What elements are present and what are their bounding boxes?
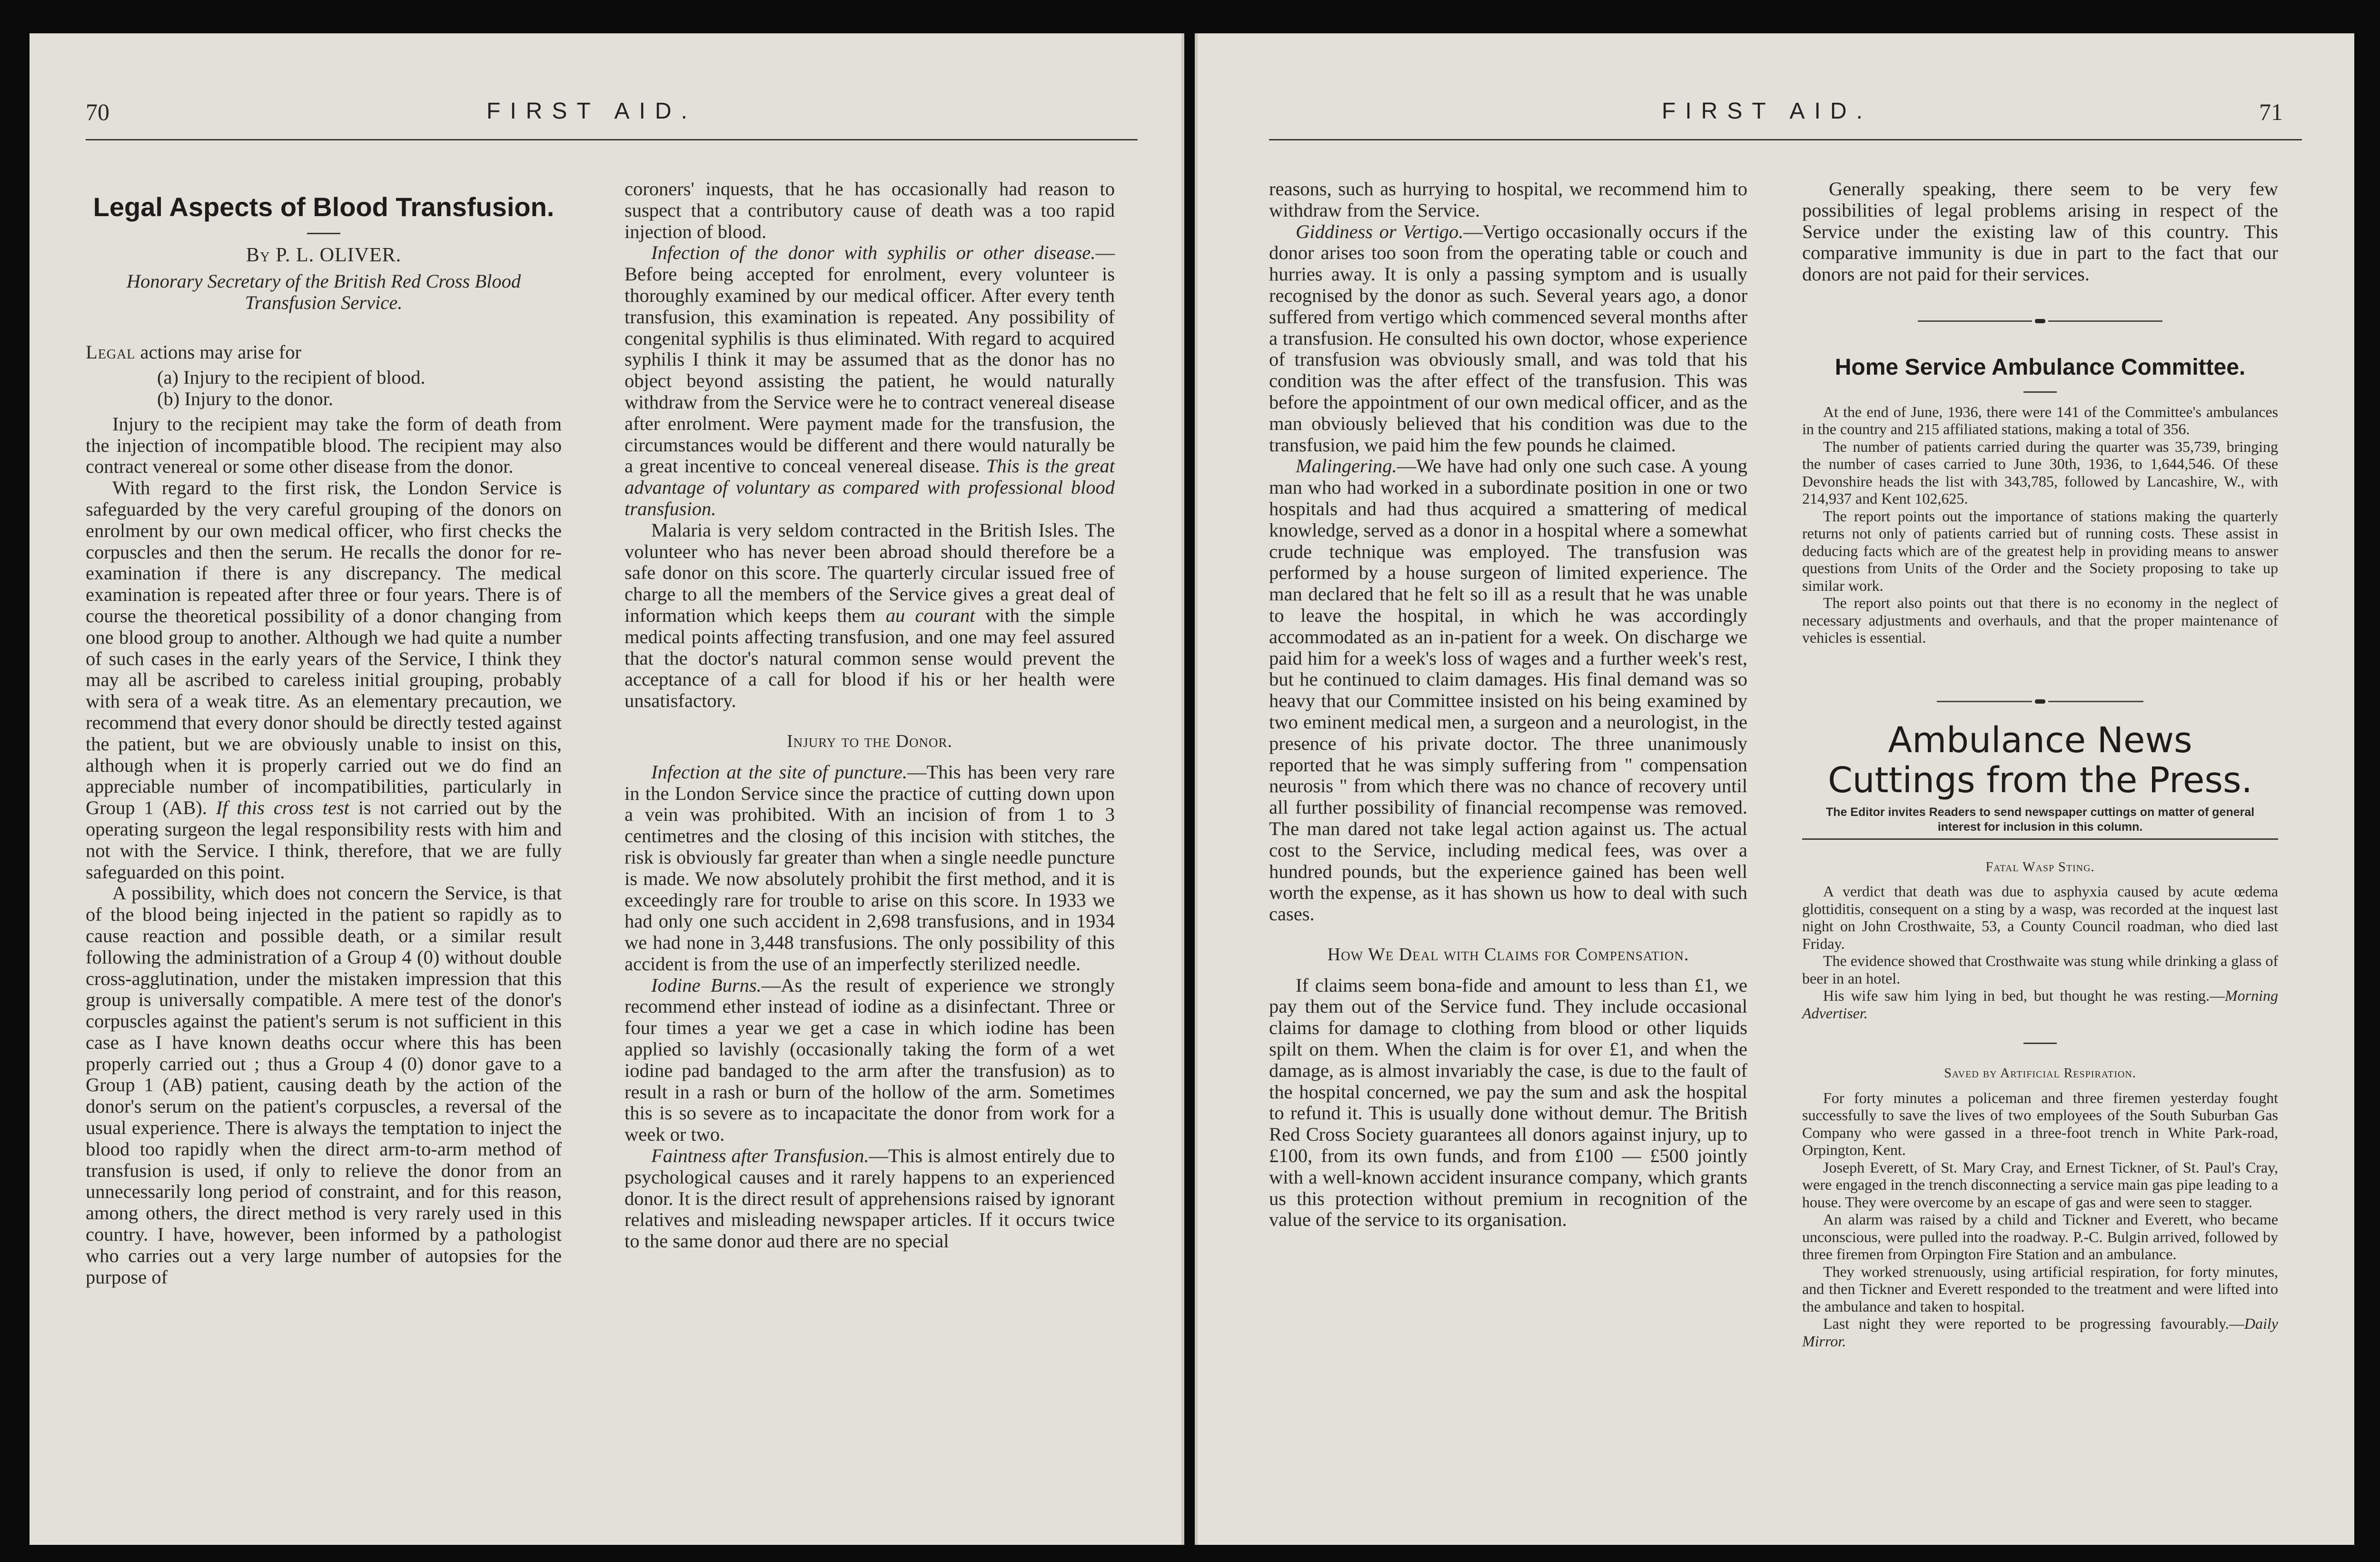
paragraph: Malaria is very seldom contracted in the British Isles. The volunteer who has never been abroad should therefore be a safe donor on this score. The quarterly circular issued free of charge to all the members of the Service gives a great deal of information which keeps them au courant with the simple medical points affecting transfusion, and one may feel assured that the doctor's natural common sense would prevent the acceptance of a call for blood if his or her health were unsatisfactory. bbox=[625, 519, 1115, 712]
paragraph: Giddiness or Vertigo.—Vertigo occasionally occurs if the donor arises too soon from the operating table or couch and hurries away. It is only a passing symptom and is usually recognised by the donor as such. Several years ago, a donor suffered from vertigo which commenced several months after a transfusion. He consulted his own doctor, whose experience of transfusion was obviously small, and was told that his condition was the after effect of the transfusion. This was before the appointment of our own medical officer, and as the man obviously believed that his condition was due to the transfusion, we paid him the few pounds he claimed. bbox=[1269, 220, 1747, 456]
right-page-number: 71 bbox=[2259, 99, 2283, 125]
paragraph: Faintness after Transfusion.—This is almost entirely due to psychological causes and it rarely happens to an experienced donor. It is the direct result of apprehensions raised by ignorant relatives and misleading newspaper articles. If it occurs twice to the same donor aud there are no special bbox=[625, 1145, 1115, 1252]
left-column-2 bbox=[625, 179, 1115, 1252]
article-title: Legal Aspects of Blood Transfusion. bbox=[93, 192, 555, 222]
left-running-title: FIRST AID. bbox=[486, 99, 697, 124]
news-rule bbox=[1802, 838, 2278, 840]
intro-lead: Legal bbox=[86, 341, 136, 363]
section-ornament bbox=[1802, 689, 2278, 711]
item-a: (a) Injury to the recipient of blood. bbox=[157, 367, 426, 388]
news-item-respiration: Saved by Artificial Respiration. For forty minutes a policeman and three firemen yesterday fought successfully to save the lives of two employees of the South Suburban Gas Company who were gassed in a three-foot trench in White Park-road, Orpington, Kent. Joseph Everett, of St. Mary Cray, and Ernest Tickner, of St. Paul's Cray, were engaged in the trench disconnecting a service main gas pipe leading to a house. They were overcome by an escape of gas and were seen to stagger. An alarm was raised by a child and Tickner and Everett, who became unconscious, were pulled into the roadway. P.-C. Bulgin arrived, followed by three firemen from Orpington Fire Station and an ambulance. They worked strenuously, using artificial respiration, for forty minutes, and then Tickner and Everett responded to the treatment and were lifted into the ambulance and taken to hospital. Last night they were reported to be progressing favourably.—Daily Mirror. bbox=[1802, 1066, 2278, 1350]
paragraph: Infection of the donor with syphilis or other disease.—Before being accepted for enrolment, every volunteer is thoroughly examined by our medical officer. After every tenth transfusion, this examination is repeated. Any possibility of congenital syphilis is thus eliminated. With regard to acquired syphilis I think it may be assumed that as the donor has no object beyond assisting the patient, he would naturally withdraw from the Service were he to contract venereal disease after enrolment. Were payment made for the transfusion, the circumstances would be different and there would naturally be a great incentive to conceal venereal disease. This is the great advantage of voluntary as compared with professional blood transfusion. bbox=[625, 242, 1115, 519]
right-column-1 bbox=[1269, 179, 1747, 1231]
news-separator bbox=[2023, 1043, 2057, 1044]
paragraph: Injury to the recipient may take the form of death from the injection of incompatible blood. The recipient may also contract venereal or some other disease from the donor. bbox=[86, 413, 562, 478]
news-item-wasp: Fatal Wasp Sting. A verdict that death was due to asphyxia caused by acute œdema glottiditis, consequent on a sting by a wasp, was recorded at the inquest last night on John Crosthwaite, 53, a County Council roadman, who died last Friday. The evidence showed that Crosthwaite was stung while drinking a glass of beer in an hotel. His wife saw him lying in bed, but thought he was resting.—Morning Advertiser. bbox=[1802, 859, 2278, 1022]
paragraph: A possibility, which does not concern the Service, is that of the blood being injected in the patient so rapidly as to cause reaction and possible death, or a similar result following the administration of a Group 4 (0) without double cross-agglutination, under the mistaken impression that this group is universally compatible. A mere test of the donor's corpuscles against the patient's serum is not sufficient in this case as I have known deaths occur where this has been properly carried out ; thus a Group 4 (0) donor gave to a Group 1 (AB) patient, causing death by the action of the donor's serum on the patient's corpuscles, a reversal of the usual experience. There is always the temptation to inject the blood too rapidly when the direct arm-to-arm method of transfusion is used, if only to relieve the donor from an unnecessarily long period of constraint, and for this reason, among others, the direct method is very rarely used in this country. I have, however, been informed by a pathologist who carries out a very large number of autopsies for the purpose of bbox=[86, 882, 562, 1288]
paragraph: coroners' inquests, that he has occasionally had reason to suspect that a contributory cause of death was a too rapid injection of blood. bbox=[625, 178, 1115, 242]
left-running-head bbox=[30, 98, 1181, 136]
news-heading: Saved by Artificial Respiration. bbox=[1944, 1066, 2136, 1081]
right-running-title: FIRST AID. bbox=[1662, 99, 1872, 124]
paragraph: Generally speaking, there seem to be very few possibilities of legal problems arising in respect of the Service under the existing law of this country. This comparative immunity is due in part to the fact that our donors are not paid for their services. bbox=[1802, 178, 2278, 285]
intro-text: actions may arise for bbox=[135, 341, 302, 363]
right-page bbox=[1195, 33, 2354, 1545]
item-b: (b) Injury to the donor. bbox=[157, 388, 334, 409]
paragraph: If claims seem bona-fide and amount to less than £1, we pay them out of the Service fund. They include occasional claims for damage to clothing from blood or other liquids spilt on them. When the claim is for over £1, and when the damage, as is almost invariably the case, is due to the fault of the hospital concerned, we pay the sum and ask the hospital to refund it. This is usually done without demur. The British Red Cross Society guarantees all donors against injury, up to £100, from its own funds, and from £100 — £500 jointly with a well-known accident insurance company, which grants us this protection without premium in recognition of the value of the service to its organisation. bbox=[1269, 974, 1747, 1231]
paragraph: reasons, such as hurrying to hospital, we recommend him to withdraw from the Service. bbox=[1269, 178, 1747, 221]
title-rule bbox=[307, 233, 340, 234]
left-page-number: 70 bbox=[86, 99, 109, 125]
paragraph: Iodine Burns.—As the result of experience we strongly recommend ether instead of iodine as a disinfectant. Three or four times a year we get a case in which iodine has been applied so lavishly (occasionally taking the form of a wet iodine pad bandaged to the arm after the transfusion) as to result in a rash or burn of the hollow of the arm. Sometimes this is so severe as to incapacitate the donor from work for a week or two. bbox=[625, 974, 1115, 1145]
subheading: How We Deal with Claims for Compensation. bbox=[1327, 944, 1689, 965]
home-service-title: Home Service Ambulance Committee. bbox=[1835, 354, 2246, 380]
section-ornament bbox=[1802, 309, 2278, 330]
subheading: Injury to the Donor. bbox=[786, 731, 953, 751]
byline: By P. L. OLIVER. bbox=[246, 244, 402, 266]
news-source: Daily Mirror. bbox=[1802, 1315, 2278, 1350]
paragraph: With regard to the first risk, the London Service is safeguarded by the very careful grouping of the donors on enrolment by our own medical officer, who first checks the corpuscles and then the serum. He recalls the donor for re-examination if there is any discrepancy. The medical examination is repeated after three or four years. There is of course the theoretical possibility of a donor changing from one blood group to another. Although we had quite a number of such cases in the early years of the Service, I think they may all be ascribed to careless initial grouping, probably with sera of a weak titre. As an elementary precaution, we recommend that every donor should be directly tested against the patient, but we are obviously unable to insist on this, although when it is properly carried out we do find an appreciable number of incompatibilities, particularly in Group 1 (AB). If this cross test is not carried out by the operating surgeon the legal responsibility rests with him and not with the Service. I think, therefore, that we are fully safeguarded on this point. bbox=[86, 477, 562, 883]
paragraph: Infection at the site of puncture.—This has been very rare in the London Service since the practice of cutting down upon a vein was prohibited. With an incision of from 1 to 3 centimetres and the closing of this incision with stitches, the risk is obviously far greater than when a single needle puncture is made. We now absolutely prohibit the first method, and it is exceedingly rare for trouble to arise on this score. In 1933 we had only one such accident in 2,698 transfusions, and in 1934 we had none in 3,448 transfusions. The only possibility of this accident is from the use of an imperfectly sterilized needle. bbox=[625, 761, 1115, 975]
left-header-rule bbox=[86, 139, 1138, 140]
left-column-1 bbox=[86, 179, 562, 1288]
left-page bbox=[30, 33, 1184, 1545]
title-rule bbox=[2023, 391, 2057, 393]
right-column-2 bbox=[1802, 179, 2278, 1350]
news-source: Morning Advertiser. bbox=[1802, 987, 2278, 1022]
news-cuttings-title: Ambulance News Cuttings from the Press. bbox=[1827, 719, 2253, 801]
news-heading: Fatal Wasp Sting. bbox=[1985, 859, 2095, 875]
news-cuttings-subtitle: The Editor invites Readers to send newspaper cuttings on matter of general interest for inclusion in this column. bbox=[1825, 805, 2255, 834]
home-service-body: At the end of June, 1936, there were 141 of the Committee's ambulances in the country and 215 affiliated stations, making a total of 356. The number of patients carried during the quarter was 35,739, bringing the number of cases carried to June 30th, 1936, to 1,644,546. Of these Devonshire heads the list with 343,785, followed by Lancashire, W., with 214,937 and Kent 102,625. The report points out the importance of stations making the quarterly returns not only of patients carried but of running costs. These assist in deducing facts which are of the greatest help in providing means to answer questions from Units of the Order and the Society proposing to take up similar work. The report also points out that there is no economy in the neglect of necessary adjustments and overhauls, and that the proper maintenance of vehicles is essential. bbox=[1802, 403, 2278, 647]
author-role: Honorary Secretary of the British Red Cross Blood Transfusion Service. bbox=[126, 270, 521, 313]
right-running-head bbox=[1198, 98, 2354, 136]
right-header-rule bbox=[1269, 139, 2302, 140]
paragraph: Malingering.—We have had only one such case. A young man who had worked in a subordinate position in one or two hospitals and had thus acquired a smattering of medical knowledge, served as a donor in a hospital where a somewhat crude technique was employed. The transfusion was performed by a house surgeon of limited experience. The man declared that he felt so ill as a result that he was unable to leave the hospital, in which he was accordingly accommodated as an in-patient for a week. On discharge we paid him for a week's loss of wages and a further week's rest, but he continued to claim damages. His final demand was so heavy that our Committee insisted on his being examined by two eminent medical men, a surgeon and a neurologist, in the presence of his private doctor. The three unanimously reported that he was simply suffering from " compensation neurosis " from which there was no chance of recovery until all further possibility of financial recompense was removed. The man dared not take legal action against us. The actual cost to the Service, including medical fees, was over a hundred pounds, but the experience gained has been well worth the expense, as it has shown us how to deal with such cases. bbox=[1269, 455, 1747, 925]
